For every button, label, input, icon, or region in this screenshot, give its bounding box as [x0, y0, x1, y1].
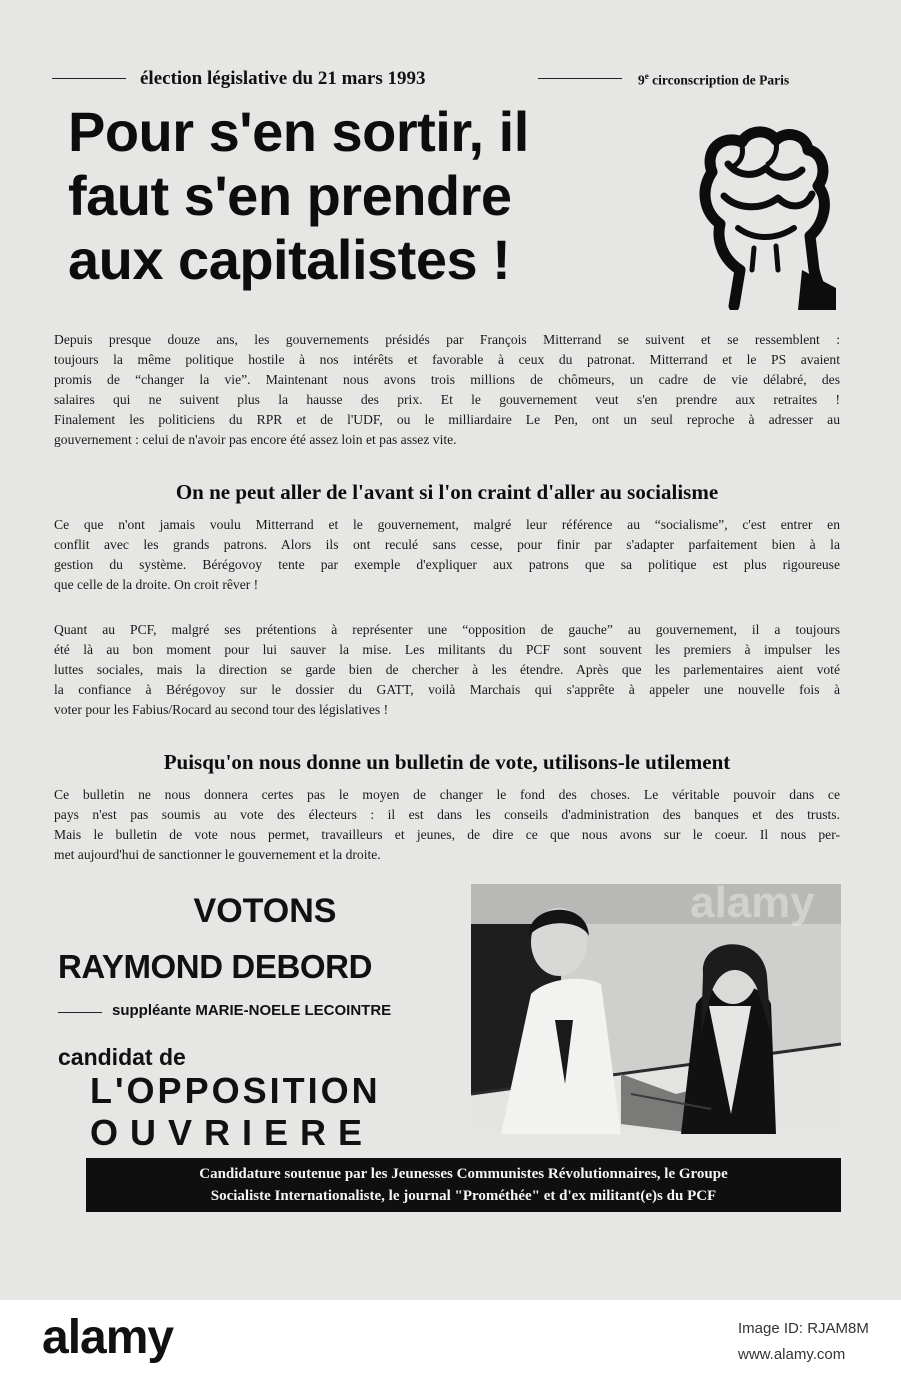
image-id-value: RJAM8M	[807, 1320, 869, 1337]
paragraph-line: que celle de la droite. On croit rêver !	[54, 577, 259, 592]
paragraph-line: Ce que n'ont jamais voulu Mitterrand et le gouvernement, malgré leur référence au “socialisme”, c'est entrer en	[54, 517, 840, 532]
banner-line-1: Candidature soutenue par les Jeunesses Communistes Révolutionnaires, le Groupe	[199, 1166, 728, 1182]
district-text: circonscription de Paris	[648, 72, 790, 88]
party-name-line-2: OUVRIERE	[90, 1112, 375, 1153]
paragraph-line: Ce bulletin ne nous donnera certes pas le moyen de changer le fond des choses. Le véritable pouvoir dans ce	[54, 787, 840, 802]
district-label	[638, 71, 789, 91]
paragraph-line: la confiance à Bérégovoy sur le dossier du GATT, voilà Marchais qui s'apprête à appeler une nouvelle fois à	[54, 682, 840, 697]
section1-paragraph-1	[54, 515, 840, 595]
headline-line-1: Pour s'en sortir, il	[68, 100, 529, 163]
intro-line: Depuis presque douze ans, les gouvernements présidés par François Mitterrand se suivent et se ressemblent :	[54, 332, 840, 347]
intro-line: promis de “changer la vie”. Maintenant nous avons trois millions de chômeurs, un cadre de vie délabré, des	[54, 372, 840, 387]
site-url: www.alamy.com	[738, 1346, 846, 1363]
section2-paragraph	[54, 785, 840, 865]
paragraph-line: Quant au PCF, malgré ses prétentions à représenter une “opposition de gauche” au gouvernement, il a toujours	[54, 622, 840, 637]
section-heading-socialism: On ne peut aller de l'avant si l'on craint d'aller au socialisme	[175, 480, 719, 504]
paragraph-line: voter pour les Fabius/Rocard au second tour des législatives !	[54, 702, 389, 717]
votons-label: VOTONS	[193, 892, 337, 930]
support-banner	[86, 1158, 841, 1212]
section-heading-vote: Puisqu'on nous donne un bulletin de vote, utilisons-le utilement	[163, 750, 731, 774]
paragraph-line: conflit avec les grands patrons. Alors ils ont reculé sans cesse, pour finir par s'adapter parfaitement bien à la	[54, 537, 840, 552]
intro-line: salaires qui ne suivent plus la hausse des prix. Et le gouvernement veut s'en prendre aux retraites !	[54, 392, 840, 407]
section1-paragraph-2	[54, 620, 840, 720]
paragraph-line: Mais le bulletin de vote nous permet, travailleurs et jeunes, de dire ce que nous avons sur le coeur. Il nous per-	[54, 827, 840, 842]
candidat-de-label: candidat de	[58, 1044, 186, 1070]
election-title: élection législative du 21 mars 1993	[140, 68, 426, 89]
headline-line-2: faut s'en prendre	[68, 164, 512, 227]
watermark-brand: alamy	[690, 878, 815, 927]
intro-line: Finalement les politiciens du RPR et de l'UDF, ou le milliardaire Le Pen, ont un seul reproche à adresser au	[54, 412, 840, 427]
paragraph-line: pays n'est pas soumis au vote des électeurs : il est dans les conseils d'administration des banques et des trusts.	[54, 807, 840, 822]
banner-line-2: Socialiste Internationaliste, le journal "Prométhée" et d'ex militant(e)s du PCF	[210, 1188, 717, 1204]
alamy-logo: alamy	[42, 1311, 174, 1364]
paragraph-line: été là au bon moment pour lui sauver la mise. Les militants du PCF sont souvent les premiers à impulser les	[54, 642, 840, 657]
substitute-rule	[58, 1012, 102, 1013]
candidate-name: RAYMOND DEBORD	[58, 948, 373, 985]
district-superscript: e	[644, 71, 649, 81]
stock-footer	[0, 1300, 901, 1390]
intro-paragraph	[54, 330, 840, 450]
image-id-label: Image ID:	[738, 1320, 808, 1337]
header-rule-left	[52, 78, 126, 79]
raised-fist-icon	[694, 120, 836, 310]
paragraph-line: luttes sociales, mais la direction se garde bien de chercher à les étendre. Après que les parlementaires aient voté	[54, 662, 840, 677]
image-id	[738, 1320, 869, 1337]
paragraph-line: gestion du système. Bérégovoy tente par exemple d'expliquer aux patrons que sa politique est plus rigoureuse	[54, 557, 840, 572]
substitute-name: suppléante MARIE-NOELE LECOINTRE	[112, 1002, 392, 1019]
header-rule-middle	[538, 78, 622, 79]
intro-line: toujours la même politique hostile à nos intérêts et favorable à ceux du patronat. Mitterrand et le PS avaient	[54, 352, 840, 367]
district-number: 9	[638, 72, 645, 88]
main-headline	[68, 100, 668, 292]
paragraph-line: met aujourd'hui de sanctionner le gouvernement et la droite.	[54, 847, 381, 862]
intro-line: gouvernement : celui de n'avoir pas encore été assez loin et pas assez vite.	[54, 432, 457, 447]
party-name-line-1: L'OPPOSITION	[90, 1070, 381, 1111]
headline-line-3: aux capitalistes !	[68, 228, 511, 291]
